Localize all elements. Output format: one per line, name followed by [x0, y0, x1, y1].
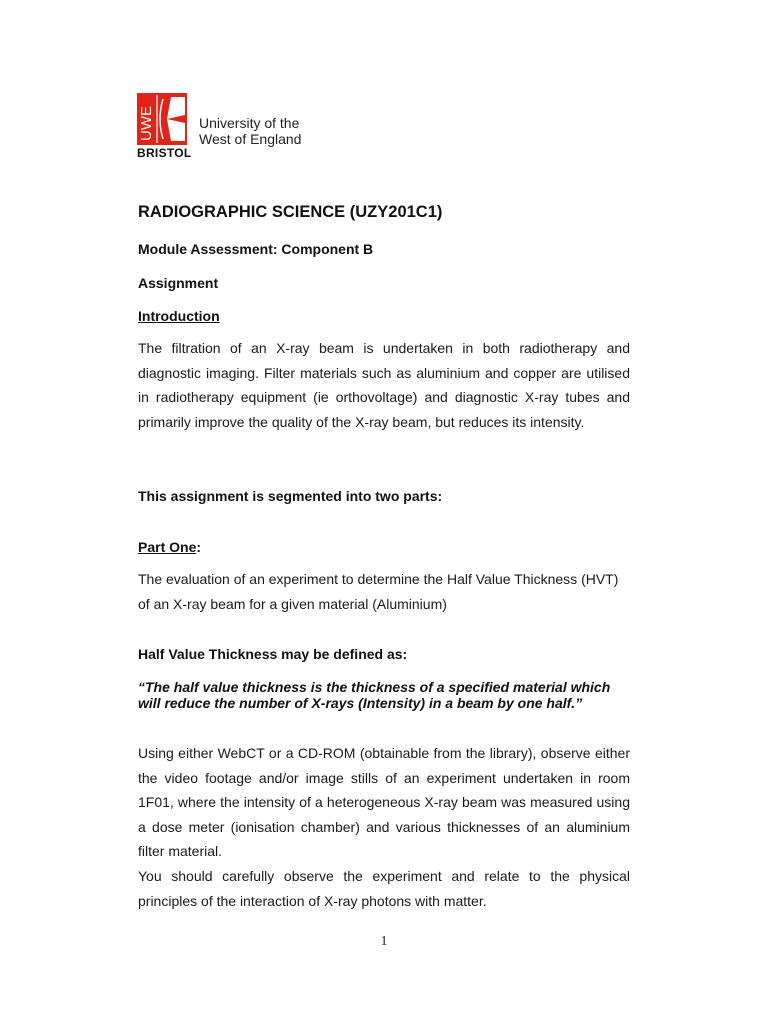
hvt-heading: Half Value Thickness may be defined as: — [138, 646, 408, 662]
logo-name-line2: West of England — [199, 131, 302, 147]
logo-university-name — [199, 115, 301, 147]
part-one-heading: Part One — [138, 539, 197, 555]
uwe-emblem-icon — [137, 93, 187, 145]
uwe-logo-mark — [137, 93, 187, 145]
university-logo — [137, 93, 302, 161]
document-subtitle: Module Assessment: Component B — [138, 241, 374, 257]
segmented-heading: This assignment is segmented into two parts: — [138, 488, 443, 504]
intro-paragraph: The filtration of an X-ray beam is undertaken in both radiotherapy and diagnostic imaging. Filter materials such as aluminium and copper are utilised in radiotherapy equipment (ie orthovoltage) and diagnostic X-ray tubes and primarily improve the quality of the X-ray beam, but reduces its intensity. — [138, 340, 630, 430]
observe-paragraph: Using either WebCT or a CD-ROM (obtainable from the library), observe either the video footage and/or image stills of an experiment undertaken in room 1F01, where the intensity of a heterogeneous X-ray beam was measured using a dose meter (ionisation chamber) and various thicknesses of an aluminium filter material. — [138, 745, 630, 859]
logo-name-line1: University of the — [199, 115, 300, 131]
uwe-mark-text: UWE — [138, 106, 155, 141]
relate-paragraph: You should carefully observe the experiment and relate to the physical principles of the interaction of X-ray photons with matter. — [138, 868, 630, 909]
page-number: 1 — [380, 934, 388, 949]
part-one-colon: : — [196, 539, 202, 555]
document-title: RADIOGRAPHIC SCIENCE (UZY201C1) — [138, 203, 443, 221]
part-one-heading-line — [138, 539, 201, 555]
assignment-label: Assignment — [138, 275, 219, 291]
part-one-text: The evaluation of an experiment to determine the Half Value Thickness (HVT) of an X-ray beam for a given material (Aluminium) — [138, 571, 619, 612]
logo-city-label: BRISTOL — [137, 146, 192, 160]
hvt-definition-quote: “The half value thickness is the thickness of a specified material which will reduce the number of X-rays (Intensity) in a beam by one half.” — [138, 679, 611, 711]
introduction-heading: Introduction — [138, 308, 220, 324]
